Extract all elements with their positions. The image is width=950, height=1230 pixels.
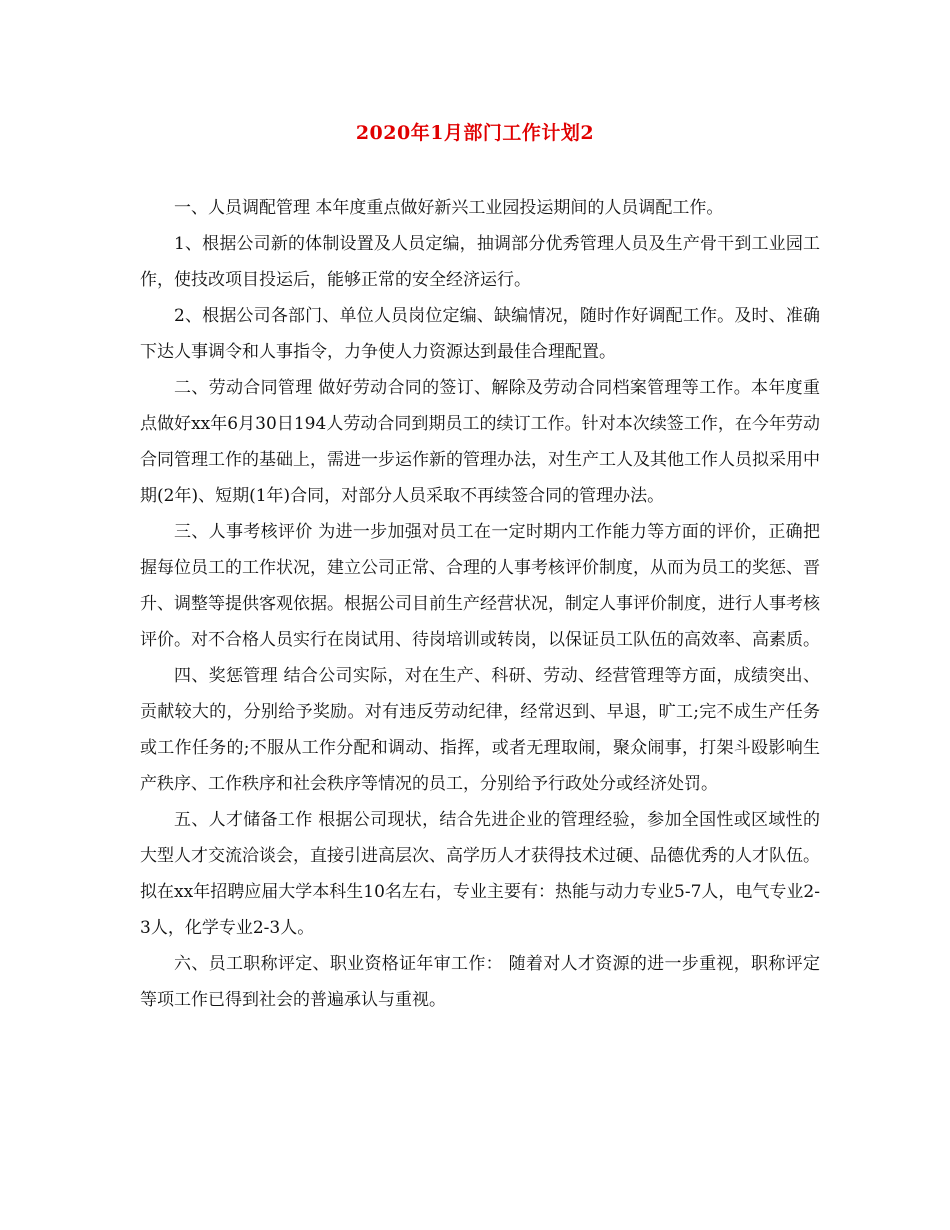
paragraph-performance-review: 三、人事考核评价 为进一步加强对员工在一定时期内工作能力等方面的评价，正确把握每位员工的工作状况，建立公司正常、合理的人事考核评价制度，从而为员工的奖惩、晋升、调整等提供客观依据。根据公司目前生产经营状况，制定人事评价制度，进行人事考核评价。对不合格人员实行在岗试用、待岗培训或转岗，以保证员工队伍的高效率、高素质。: [140, 522, 820, 650]
document-body: [140, 190, 820, 1018]
paragraph-item-2: 2、根据公司各部门、单位人员岗位定编、缺编情况，随时作好调配工作。及时、准确下达人事调令和人事指令，力争使人力资源达到最佳合理配置。: [140, 306, 820, 362]
paragraph-title-certification: 六、员工职称评定、职业资格证年审工作： 随着对人才资源的进一步重视，职称评定等项工作已得到社会的普遍承认与重视。: [140, 954, 820, 1010]
document-title: 2020年1月部门工作计划2: [355, 122, 595, 144]
paragraph-staff-allocation: 一、人员调配管理 本年度重点做好新兴工业园投运期间的人员调配工作。: [174, 198, 724, 218]
paragraph-talent-reserve: 五、人才储备工作 根据公司现状，结合先进企业的管理经验，参加全国性或区域性的大型人才交流洽谈会，直接引进高层次、高学历人才获得技术过硬、品德优秀的人才队伍。拟在xx年招聘应届大学本科生10名左右，专业主要有：热能与动力专业5-7人，电气专业2-3人，化学专业2-3人。: [140, 810, 820, 938]
paragraph-rewards-penalties: 四、奖惩管理 结合公司实际，对在生产、科研、劳动、经营管理等方面，成绩突出、贡献较大的，分别给予奖励。对有违反劳动纪律，经常迟到、早退，旷工;完不成生产任务或工作任务的;不服从工作分配和调动、指挥，或者无理取闹，聚众闹事，打架斗殴影响生产秩序、工作秩序和社会秩序等情况的员工，分别给予行政处分或经济处罚。: [140, 666, 820, 794]
paragraph-labor-contract: 二、劳动合同管理 做好劳动合同的签订、解除及劳动合同档案管理等工作。本年度重点做好xx年6月30日194人劳动合同到期员工的续订工作。针对本次续签工作，在今年劳动合同管理工作的基础上，需进一步运作新的管理办法，对生产工人及其他工作人员拟采用中期(2年)、短期(1年)合同，对部分人员采取不再续签合同的管理办法。: [140, 378, 820, 506]
paragraph-item-1: 1、根据公司新的体制设置及人员定编，抽调部分优秀管理人员及生产骨干到工业园工作，使技改项目投运后，能够正常的安全经济运行。: [140, 234, 820, 290]
